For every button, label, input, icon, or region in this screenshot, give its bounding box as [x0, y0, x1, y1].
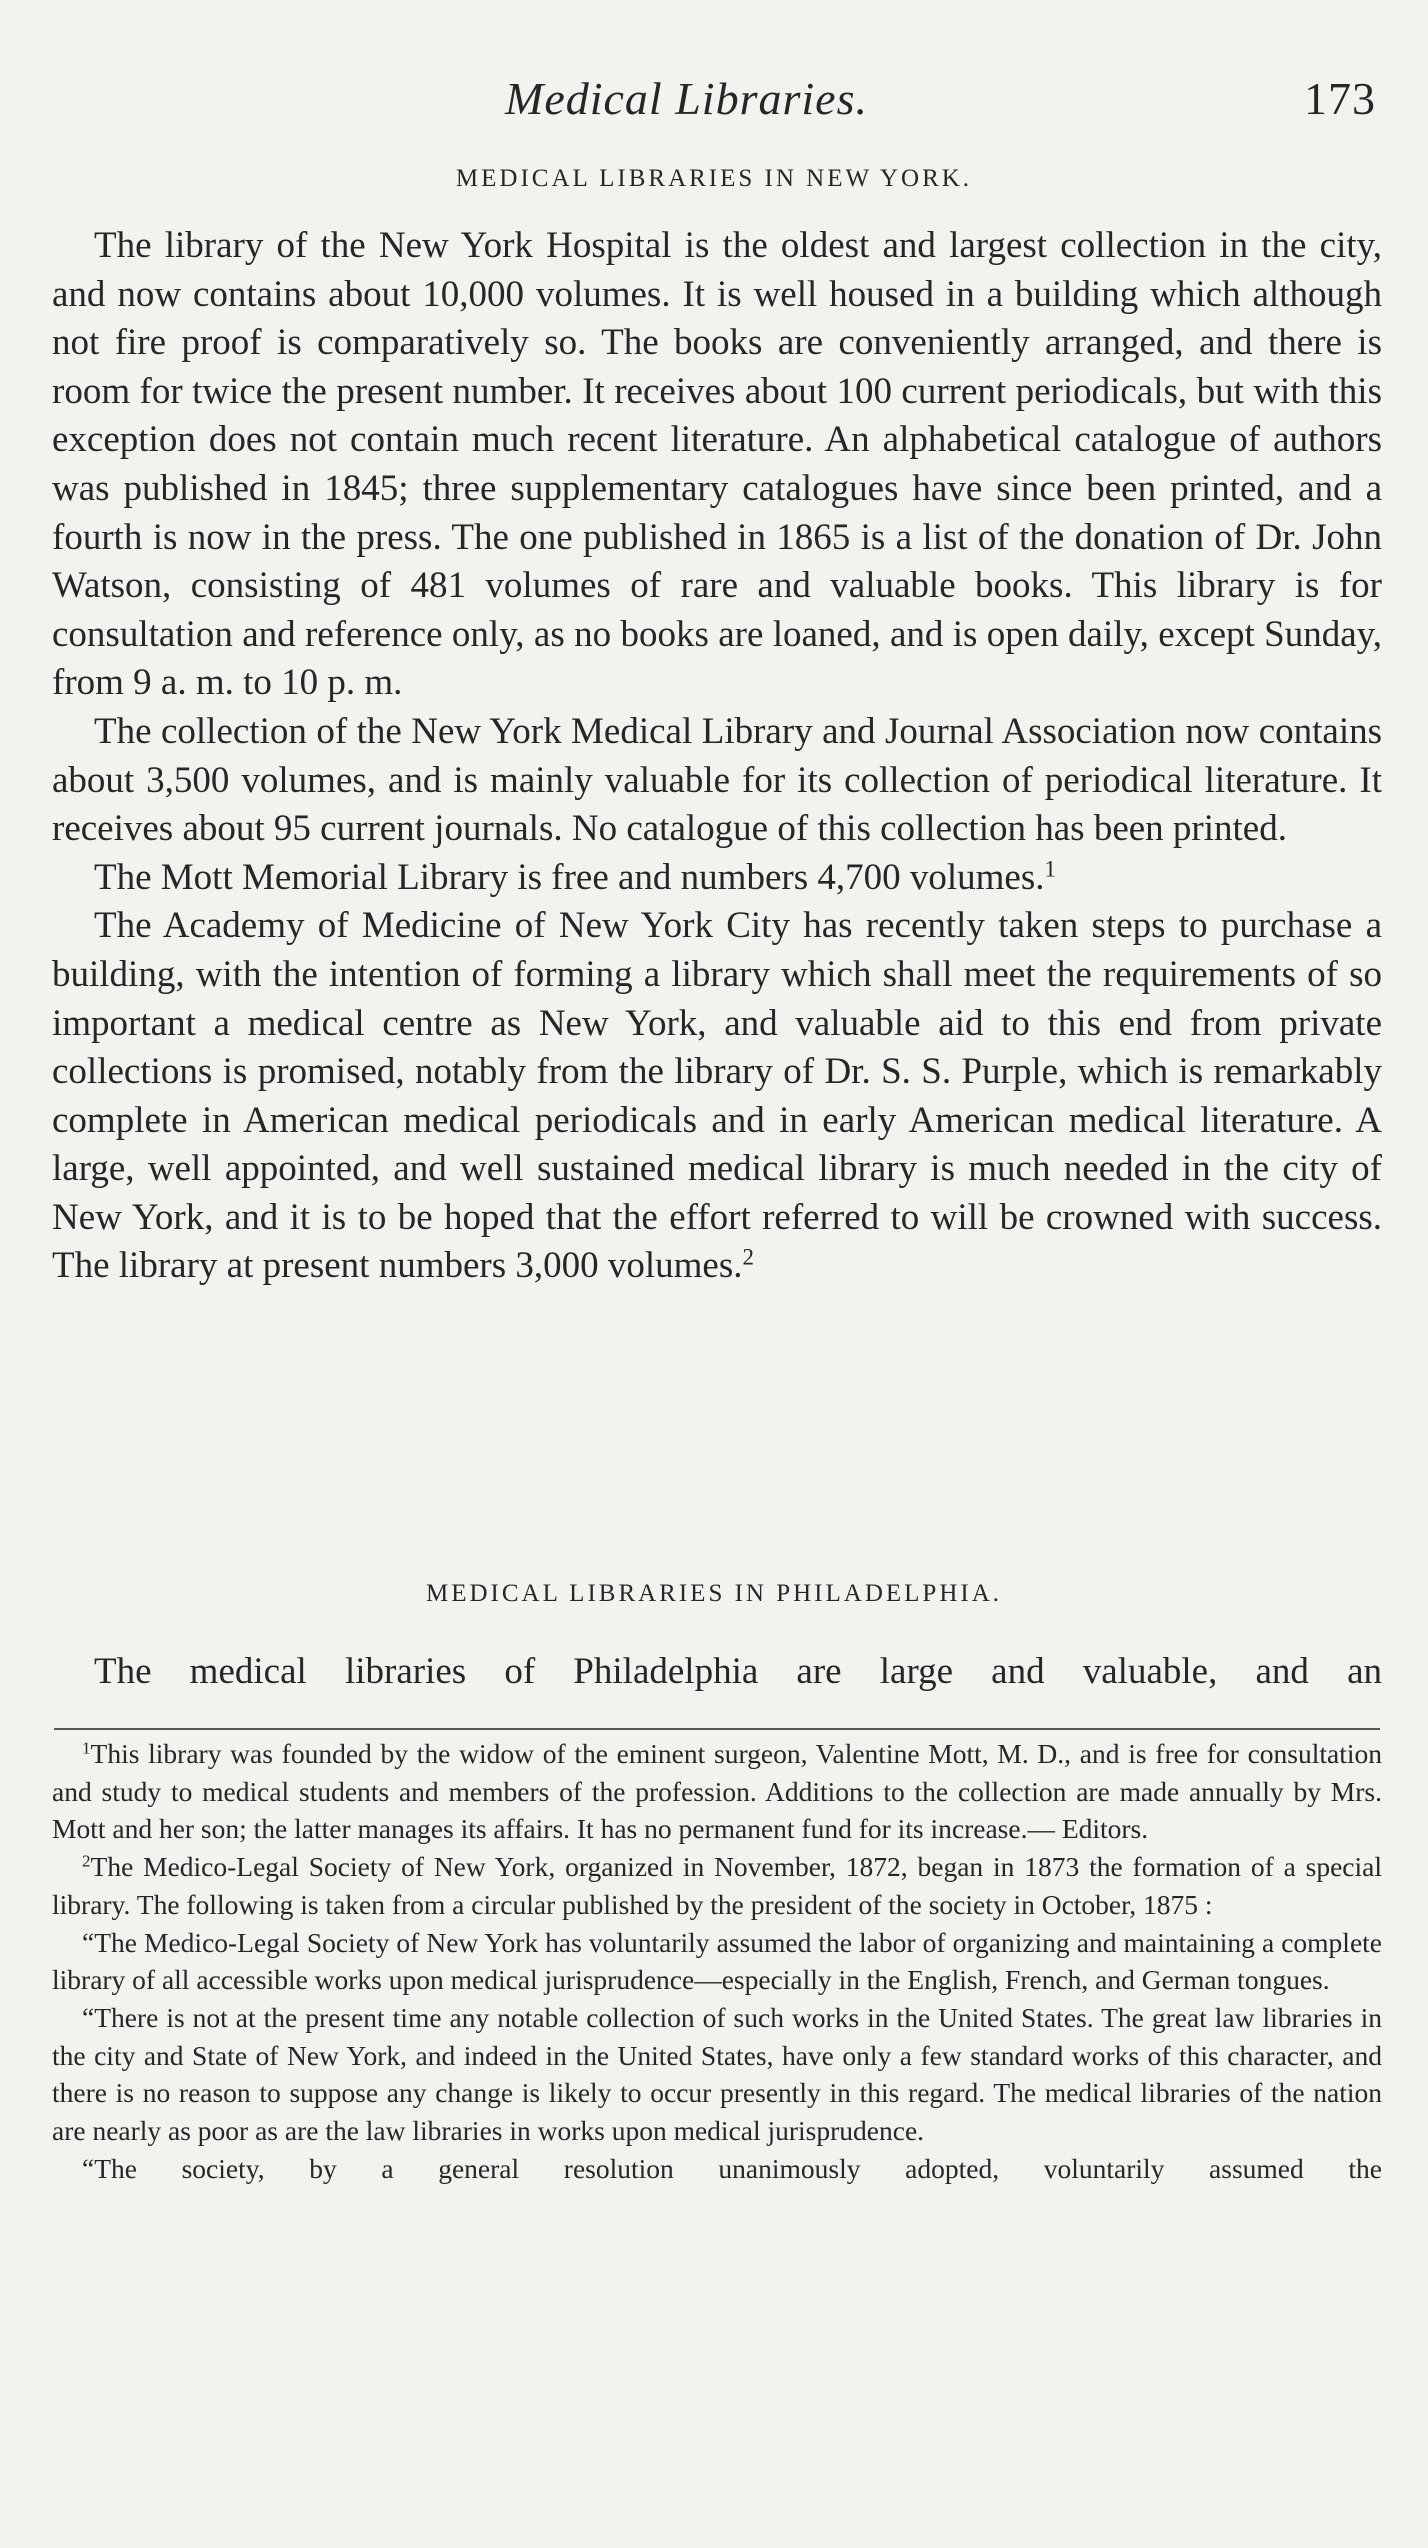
footnotes [52, 1735, 1382, 2187]
footnote-text: “There is not at the present time any notable collection of such works in the United States. The great law libraries in the city and State of New York, and indeed in the United States, have only a few standard works of this character, and there is no reason to suppose any change is likely to occur presently in this regard. The medical libraries of the nation are nearly as poor as are the law libraries in works upon medical jurisprudence. [52, 2001, 1382, 2147]
footnote-quote [52, 2150, 1382, 2188]
paragraph-text: The library of the New York Hospital is the oldest and largest collection in the city, and now contains about 10,000 volumes. It is well housed in a building which although not fire proof is comparatively so. The books are conveniently arranged, and there is room for twice the present number. It receives about 100 current periodicals, but with this exception does not contain much recent literature. An alphabetical catalogue of authors was published in 1845; three supplementary catalogues have since been printed, and a fourth is now in the press. The one published in 1865 is a list of the donation of Dr. John Watson, consisting of 481 volumes of rare and valuable books. This library is for consultation and reference only, as no books are loaned, and is open daily, except Sunday, from 9 a. m. to 10 p. m. [52, 225, 1382, 704]
footnote-divider [54, 1728, 1380, 1730]
running-head [0, 72, 1428, 132]
paragraph-text: The collection of the New York Medical Library and Journal Association now contains about 3,500 volumes, and is mainly valuable for its collection of periodical literature. It receives about 95 current journals. No catalogue of this collection has been printed. [52, 710, 1382, 850]
paragraph [52, 222, 1382, 708]
section-heading-new-york: MEDICAL LIBRARIES IN NEW YORK. [455, 165, 973, 192]
paragraph [52, 902, 1382, 1291]
footnote-quote [52, 1999, 1382, 2150]
footnote-quote [52, 1924, 1382, 1999]
paragraph [52, 854, 1382, 903]
footnote-marker: 1 [82, 1738, 91, 1758]
paragraph-text: The Mott Memorial Library is free and numbers 4,700 volumes. [94, 856, 1045, 898]
running-title: Medical Libraries. [505, 73, 868, 124]
footnote-reference: 1 [1044, 856, 1056, 882]
paragraph [52, 1648, 1382, 1697]
footnote-text: This library was founded by the widow of the eminent surgeon, Valentine Mott, M. D., and is free for consultation and study to medical students and members of the profession. Additions to the collection are made annually by Mrs. Mott and her son; the latter manages its affairs. It has no permanent fund for its increase.— Editors. [52, 1738, 1382, 1845]
footnote [52, 1735, 1382, 1848]
section-heading-philadelphia: MEDICAL LIBRARIES IN PHILADELPHIA. [425, 1580, 1003, 1607]
footnote-text: “The Medico-Legal Society of New York has voluntarily assumed the labor of organizing and maintaining a complete library of all accessible works upon medical jurisprudence—especially in the English, French, and German tongues. [52, 1926, 1382, 1996]
paragraph-text: The medical libraries of Philadelphia are large and valuable, and an [94, 1651, 1382, 1692]
page-number: 173 [1304, 73, 1376, 124]
footnote [52, 1848, 1382, 1923]
section-body-new-york [52, 222, 1382, 1291]
footnote-text: “The society, by a general resolution unanimously adopted, voluntarily assumed the [82, 2152, 1382, 2184]
paragraph-text: The Academy of Medicine of New York City has recently taken steps to purchase a building, with the intention of forming a library which shall meet the requirements of so important a medical centre as New York, and valuable aid to this end from private collections is promised, notably from the library of Dr. S. S. Purple, which is remarkably complete in American medical periodicals and in early American medical literature. A large, well appointed, and well sustained medical library is much needed in the city of New York, and it is to be hoped that the effort referred to will be crowned with success. The library at present numbers 3,000 volumes. [52, 905, 1382, 1287]
footnote-reference: 2 [742, 1244, 754, 1270]
paragraph [52, 708, 1382, 854]
section-body-philadelphia [52, 1648, 1382, 1697]
footnote-marker: 2 [82, 1851, 91, 1871]
footnote-text: The Medico-Legal Society of New York, organized in November, 1872, began in 1873 the formation of a special library. The following is taken from a circular published by the president of the society in October, 1875 : [52, 1851, 1382, 1920]
